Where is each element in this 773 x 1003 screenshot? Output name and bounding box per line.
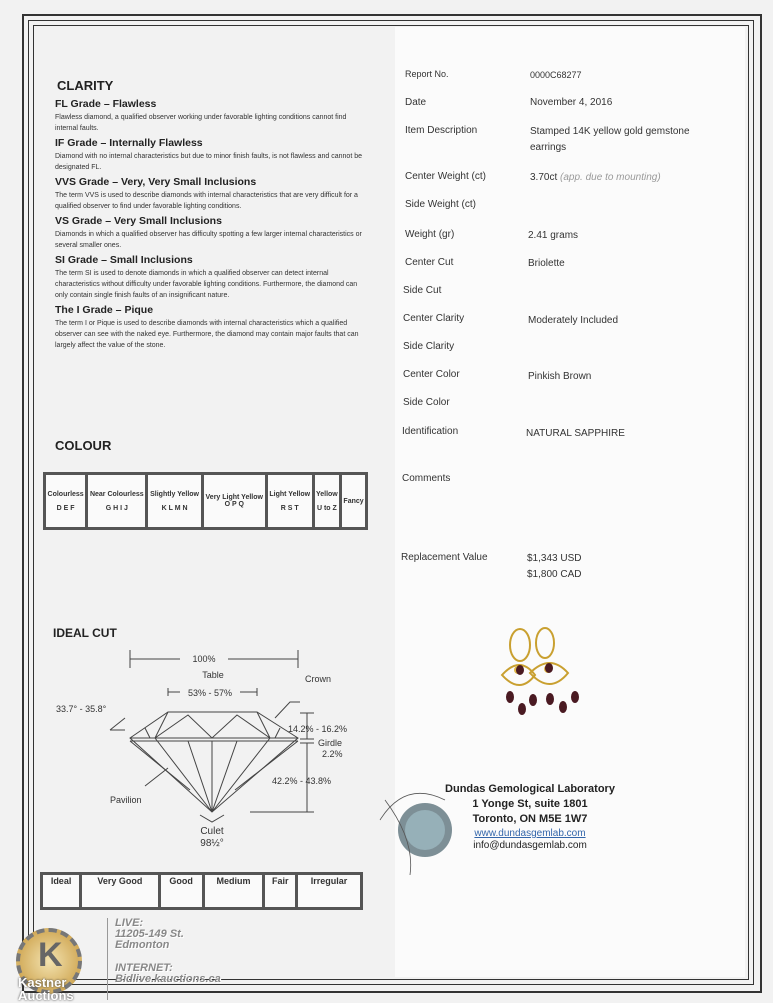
grade-desc: Diamond with no internal characteristics but due to minor finish faults, is not flawless and cannot be designated FL.: [55, 153, 362, 171]
center-weight-note: (app. due to mounting): [560, 172, 661, 183]
side-cut-label: Side Cut: [403, 285, 442, 296]
diamond-facets: [130, 712, 298, 812]
grade-desc: The term I or Pique is used to describe diamonds with internal characteristics which a qualified observer can see with the naked eye. Furthermore, the diamond may contain major faults that can largely affect the value of the stone.: [55, 320, 359, 349]
side-clarity-label: Side Clarity: [403, 341, 455, 352]
colour-grades: R S T: [280, 504, 299, 512]
lab-name: Dundas Gemological Laboratory: [445, 783, 615, 795]
grade-desc: Flawless diamond, a qualified observer working under favorable lighting conditions cannot find internal faults.: [55, 114, 347, 132]
crown-angle-label: 33.7° - 35.8°: [56, 704, 107, 714]
colour-cell: [268, 475, 312, 527]
colour-grades: O P Q: [224, 501, 244, 508]
colour-name: Light Yellow: [269, 490, 311, 498]
center-weight-number: 3.70ct: [530, 172, 558, 183]
center-clarity-value: Moderately Included: [528, 315, 619, 326]
callout-arrows: [145, 702, 300, 786]
internet-url: Bidlive.kauctions.ca: [115, 973, 221, 985]
lab-address-line2: Toronto, ON M5E 1W7: [472, 813, 588, 825]
cut-grade-cell: Fair: [265, 875, 295, 907]
grade-title: FL Grade – Flawless: [55, 98, 157, 110]
culet-label: Culet: [200, 826, 224, 837]
item-description-value: Stamped 14K yellow gold gemstone earrings: [530, 126, 690, 153]
pavilion-label: Pavilion: [110, 795, 142, 805]
colour-grades: U to Z: [316, 504, 337, 512]
side-color-label: Side Color: [403, 397, 450, 408]
cut-grade-cell: Good: [161, 875, 202, 907]
grade-desc: The term VVS is used to describe diamonds with internal characteristics that are very difficult for a qualified observer to find under favorable lighting conditions.: [55, 192, 358, 210]
colour-cell: [315, 475, 339, 527]
lab-info: [435, 783, 625, 851]
clarity-heading: CLARITY: [57, 78, 114, 93]
colour-name: Colourless: [47, 490, 84, 498]
identification-label: Identification: [402, 426, 459, 437]
clarity-section: [55, 95, 365, 351]
replacement-value-cad: $1,800 CAD: [527, 569, 582, 580]
earrings-photo: [490, 625, 600, 725]
grade-desc: The term SI is used to denote diamonds in which a qualified observer can detect internal characteristics without difficulty under favorable lighting conditions. Furthermore, the diamond can only contain single finish faults of an insignificant nature.: [55, 270, 358, 299]
side-weight-label: Side Weight (ct): [405, 199, 476, 210]
table-label: Table: [202, 670, 224, 680]
replacement-value-usd: $1,343 USD: [527, 553, 582, 564]
culet-angle-label: 98½°: [200, 838, 224, 849]
date-label: Date: [405, 97, 427, 108]
colour-grades: G H I J: [105, 504, 128, 512]
girdle-value-label: 2.2%: [322, 749, 343, 759]
center-cut-label: Center Cut: [405, 257, 454, 268]
colour-cell: [88, 475, 145, 527]
live-city: Edmonton: [115, 939, 170, 951]
colour-name: Yellow: [315, 490, 338, 498]
crown-height-label: 14.2% - 16.2%: [288, 724, 348, 734]
colour-cell: [148, 475, 200, 527]
ideal-cut-heading: IDEAL CUT: [53, 626, 117, 640]
cut-grade-cell: Very Good: [82, 875, 157, 907]
colour-name: Slightly Yellow: [150, 490, 199, 498]
watermark-divider: [107, 918, 108, 1000]
girdle-label: Girdle: [318, 738, 343, 748]
kastner-auctions-logo: K Kastner Auctions: [8, 928, 103, 998]
live-label: LIVE:: [115, 917, 144, 929]
comments-label: Comments: [402, 473, 451, 484]
width-label: 100%: [192, 654, 216, 664]
center-color-label: Center Color: [403, 369, 460, 380]
colour-name: Fancy: [343, 497, 364, 505]
colour-name: Very Light Yellow: [205, 494, 263, 501]
center-weight-value: [530, 170, 720, 186]
diamond-diagram: [50, 640, 370, 855]
live-address: 11205-149 St.: [115, 928, 184, 940]
grade-desc: Diamonds in which a qualified observer has difficulty spotting a few larger internal characteristics or several smaller ones.: [55, 231, 362, 249]
internet-label: INTERNET:: [115, 962, 173, 974]
colour-heading: COLOUR: [55, 438, 112, 453]
grade-if: [55, 137, 365, 173]
grade-vvs: [55, 176, 365, 212]
replacement-value-label: Replacement Value: [401, 552, 488, 563]
lab-website-link[interactable]: www.dundasgemlab.com: [474, 828, 586, 839]
grade-title: VVS Grade – Very, Very Small Inclusions: [55, 176, 257, 188]
crown-label: Crown: [305, 674, 332, 684]
weight-label: Weight (gr): [405, 229, 455, 240]
cut-grade-cell: Irregular: [298, 875, 360, 907]
center-clarity-label: Center Clarity: [403, 313, 465, 324]
table-range-label: 53% - 57%: [187, 688, 233, 698]
grade-title: SI Grade – Small Inclusions: [55, 254, 193, 266]
cut-grade-table: [40, 872, 363, 910]
cut-grade-cell: Ideal: [43, 875, 79, 907]
culet-mark: [200, 815, 224, 822]
colour-cell: [342, 475, 365, 527]
colour-scale-table: [43, 472, 368, 530]
weight-value: 2.41 grams: [528, 230, 579, 241]
date-value: November 4, 2016: [530, 97, 613, 108]
grade-i: [55, 304, 365, 351]
pavilion-depth-label: 42.2% - 43.8%: [272, 776, 332, 786]
kastner-watermark-text: [115, 918, 221, 985]
colour-grades: K L M N: [161, 504, 188, 512]
grade-title: VS Grade – Very Small Inclusions: [55, 215, 222, 227]
center-cut-value: Briolette: [528, 258, 565, 269]
lab-email: info@dundasgemlab.com: [473, 840, 587, 851]
grade-title: The I Grade – Pique: [55, 304, 154, 316]
colour-grades: D E F: [56, 504, 75, 512]
identification-value: NATURAL SAPPHIRE: [526, 428, 625, 439]
report-no-label: Report No.: [405, 69, 449, 79]
colour-cell: [46, 475, 85, 527]
lab-address-line1: 1 Yonge St, suite 1801: [472, 798, 588, 810]
cut-grade-cell: Medium: [205, 875, 263, 907]
colour-name: Near Colourless: [89, 490, 144, 498]
grade-vs: [55, 215, 365, 251]
grade-si: [55, 254, 365, 301]
center-color-value: Pinkish Brown: [528, 371, 592, 382]
report-no-value: 0000C68277: [530, 70, 582, 80]
grade-fl: [55, 98, 365, 134]
center-weight-label: Center Weight (ct): [405, 171, 486, 182]
colour-cell: [204, 475, 265, 527]
item-description-label: Item Description: [405, 125, 478, 136]
crown-angle-mark: [110, 718, 125, 730]
grade-title: IF Grade – Internally Flawless: [55, 137, 203, 149]
